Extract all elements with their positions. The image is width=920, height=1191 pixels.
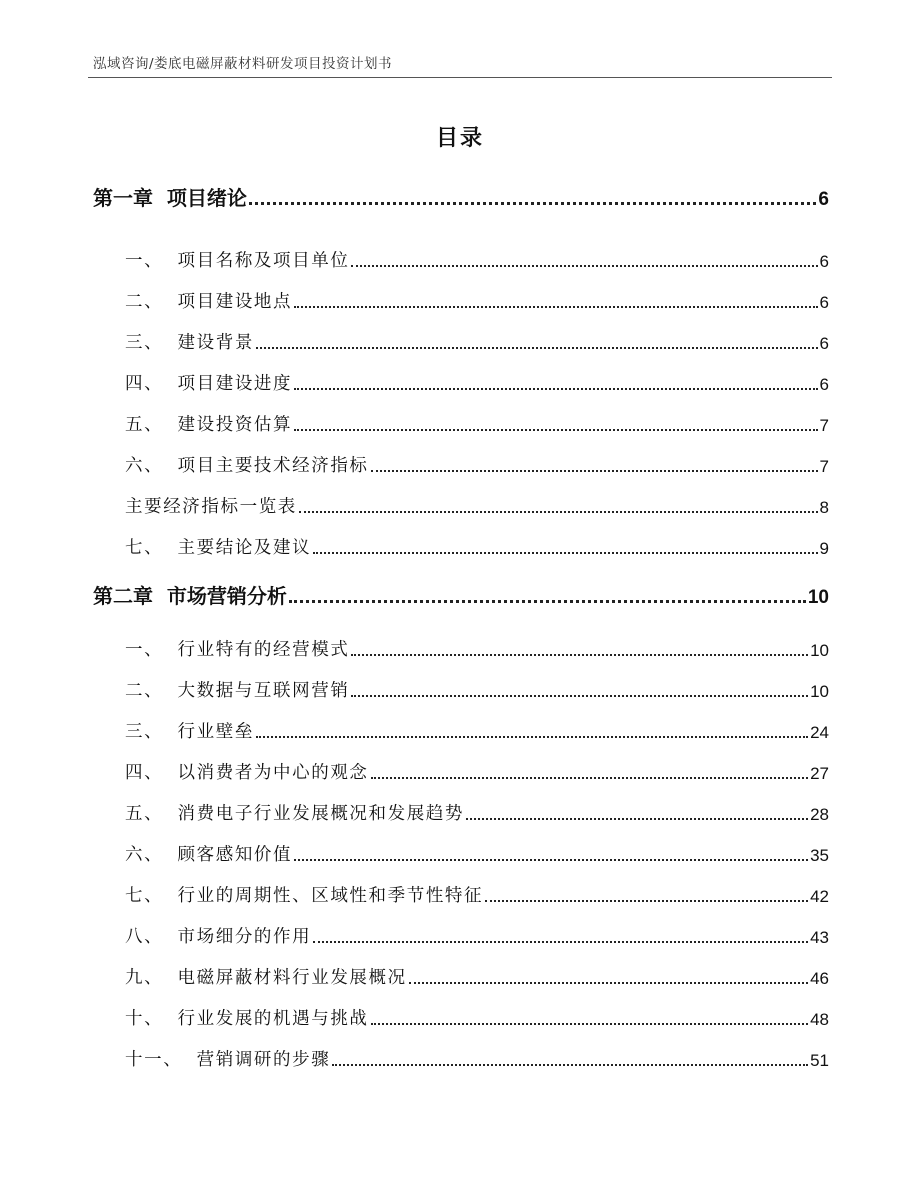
toc-entry-label: 第一章 项目绪论 (93, 186, 247, 210)
dot-leader (466, 818, 808, 820)
toc-page-number: 43 (810, 928, 829, 947)
toc-page-number: 24 (810, 723, 829, 742)
dot-leader (313, 941, 808, 943)
dot-leader (371, 1023, 809, 1025)
toc-page-number: 10 (810, 682, 829, 701)
toc-entry-label: 五、 消费电子行业发展概况和发展趋势 (125, 804, 465, 824)
toc-section-entry[interactable] (0, 283, 920, 313)
toc-entry-label: 六、 项目主要技术经济指标 (125, 456, 369, 476)
toc-page-number: 9 (819, 539, 829, 558)
dot-leader (294, 388, 817, 390)
dot-leader (256, 347, 818, 349)
toc-section-entry[interactable] (0, 447, 920, 477)
toc-page-number: 6 (819, 293, 829, 312)
toc-section-entry[interactable] (0, 1041, 920, 1071)
toc-page-number: 48 (810, 1010, 829, 1029)
toc-section-entry[interactable] (0, 754, 920, 784)
dot-leader (351, 265, 817, 267)
toc-section-entry[interactable] (0, 488, 920, 518)
toc-section-entry[interactable] (0, 918, 920, 948)
toc-entry-label: 第二章 市场营销分析 (93, 584, 287, 608)
toc-section-entry[interactable] (0, 529, 920, 559)
toc-entry-label: 十、 行业发展的机遇与挑战 (125, 1009, 369, 1029)
dot-leader (409, 982, 808, 984)
toc-entry-label: 九、 电磁屏蔽材料行业发展概况 (125, 968, 407, 988)
dot-leader (294, 859, 808, 861)
toc-entry-label: 三、 行业壁垒 (125, 722, 254, 742)
toc-page-number: 42 (810, 887, 829, 906)
toc-page-number: 7 (819, 457, 829, 476)
toc-entry-label: 十一、 营销调研的步骤 (125, 1050, 331, 1070)
toc-entry-label: 一、 项目名称及项目单位 (125, 251, 350, 271)
toc-entry-label: 八、 市场细分的作用 (125, 927, 312, 947)
dot-leader (371, 777, 809, 779)
toc-page-number: 51 (810, 1051, 829, 1070)
toc-page-number: 8 (819, 498, 829, 517)
dot-leader (249, 202, 816, 205)
dot-leader (332, 1064, 808, 1066)
toc-page-number: 27 (810, 764, 829, 783)
dot-leader (294, 306, 817, 308)
toc-entry-label: 三、 建设背景 (125, 333, 254, 353)
dot-leader (351, 695, 808, 697)
toc-page-number: 10 (810, 641, 829, 660)
dot-leader (294, 429, 817, 431)
toc-page-number: 10 (807, 587, 829, 608)
toc-section-entry[interactable] (0, 324, 920, 354)
toc-section-entry[interactable] (0, 631, 920, 661)
toc-entry-label: 二、 项目建设地点 (125, 292, 293, 312)
toc-entry-label: 二、 大数据与互联网营销 (125, 681, 350, 701)
toc-page-number: 6 (818, 189, 829, 210)
toc-chapter-entry[interactable] (0, 579, 920, 609)
toc-section-entry[interactable] (0, 365, 920, 395)
dot-leader (485, 900, 808, 902)
toc-entry-label: 七、 主要结论及建议 (125, 538, 312, 558)
toc-section-entry[interactable] (0, 406, 920, 436)
dot-leader (313, 552, 817, 554)
dot-leader (371, 470, 818, 472)
toc-section-entry[interactable] (0, 713, 920, 743)
toc-page-number: 28 (810, 805, 829, 824)
dot-leader (299, 511, 818, 513)
toc-page-number: 6 (819, 375, 829, 394)
toc-section-entry[interactable] (0, 877, 920, 907)
dot-leader (256, 736, 808, 738)
dot-leader (289, 600, 806, 603)
toc-page-number: 6 (819, 252, 829, 271)
toc-entry-label: 四、 项目建设进度 (125, 374, 293, 394)
toc-section-entry[interactable] (0, 795, 920, 825)
header-divider (88, 77, 832, 78)
toc-page-number: 35 (810, 846, 829, 865)
toc-page-number: 46 (810, 969, 829, 988)
dot-leader (351, 654, 808, 656)
toc-entry-label: 一、 行业特有的经营模式 (125, 640, 350, 660)
toc-chapter-entry[interactable] (0, 181, 920, 211)
toc-page-number: 7 (819, 416, 829, 435)
toc-entry-label: 七、 行业的周期性、区域性和季节性特征 (125, 886, 484, 906)
toc-entry-label: 主要经济指标一览表 (125, 497, 297, 517)
toc-entry-label: 六、 顾客感知价值 (125, 845, 293, 865)
page-title: 目录 (435, 126, 484, 151)
toc-section-entry[interactable] (0, 836, 920, 866)
running-header: 泓域咨询/娄底电磁屏蔽材料研发项目投资计划书 (93, 56, 393, 72)
toc-section-entry[interactable] (0, 242, 920, 272)
toc-section-entry[interactable] (0, 959, 920, 989)
toc-section-entry[interactable] (0, 672, 920, 702)
toc-page-number: 6 (819, 334, 829, 353)
toc-entry-label: 五、 建设投资估算 (125, 415, 293, 435)
toc-section-entry[interactable] (0, 1000, 920, 1030)
toc-entry-label: 四、 以消费者为中心的观念 (125, 763, 369, 783)
